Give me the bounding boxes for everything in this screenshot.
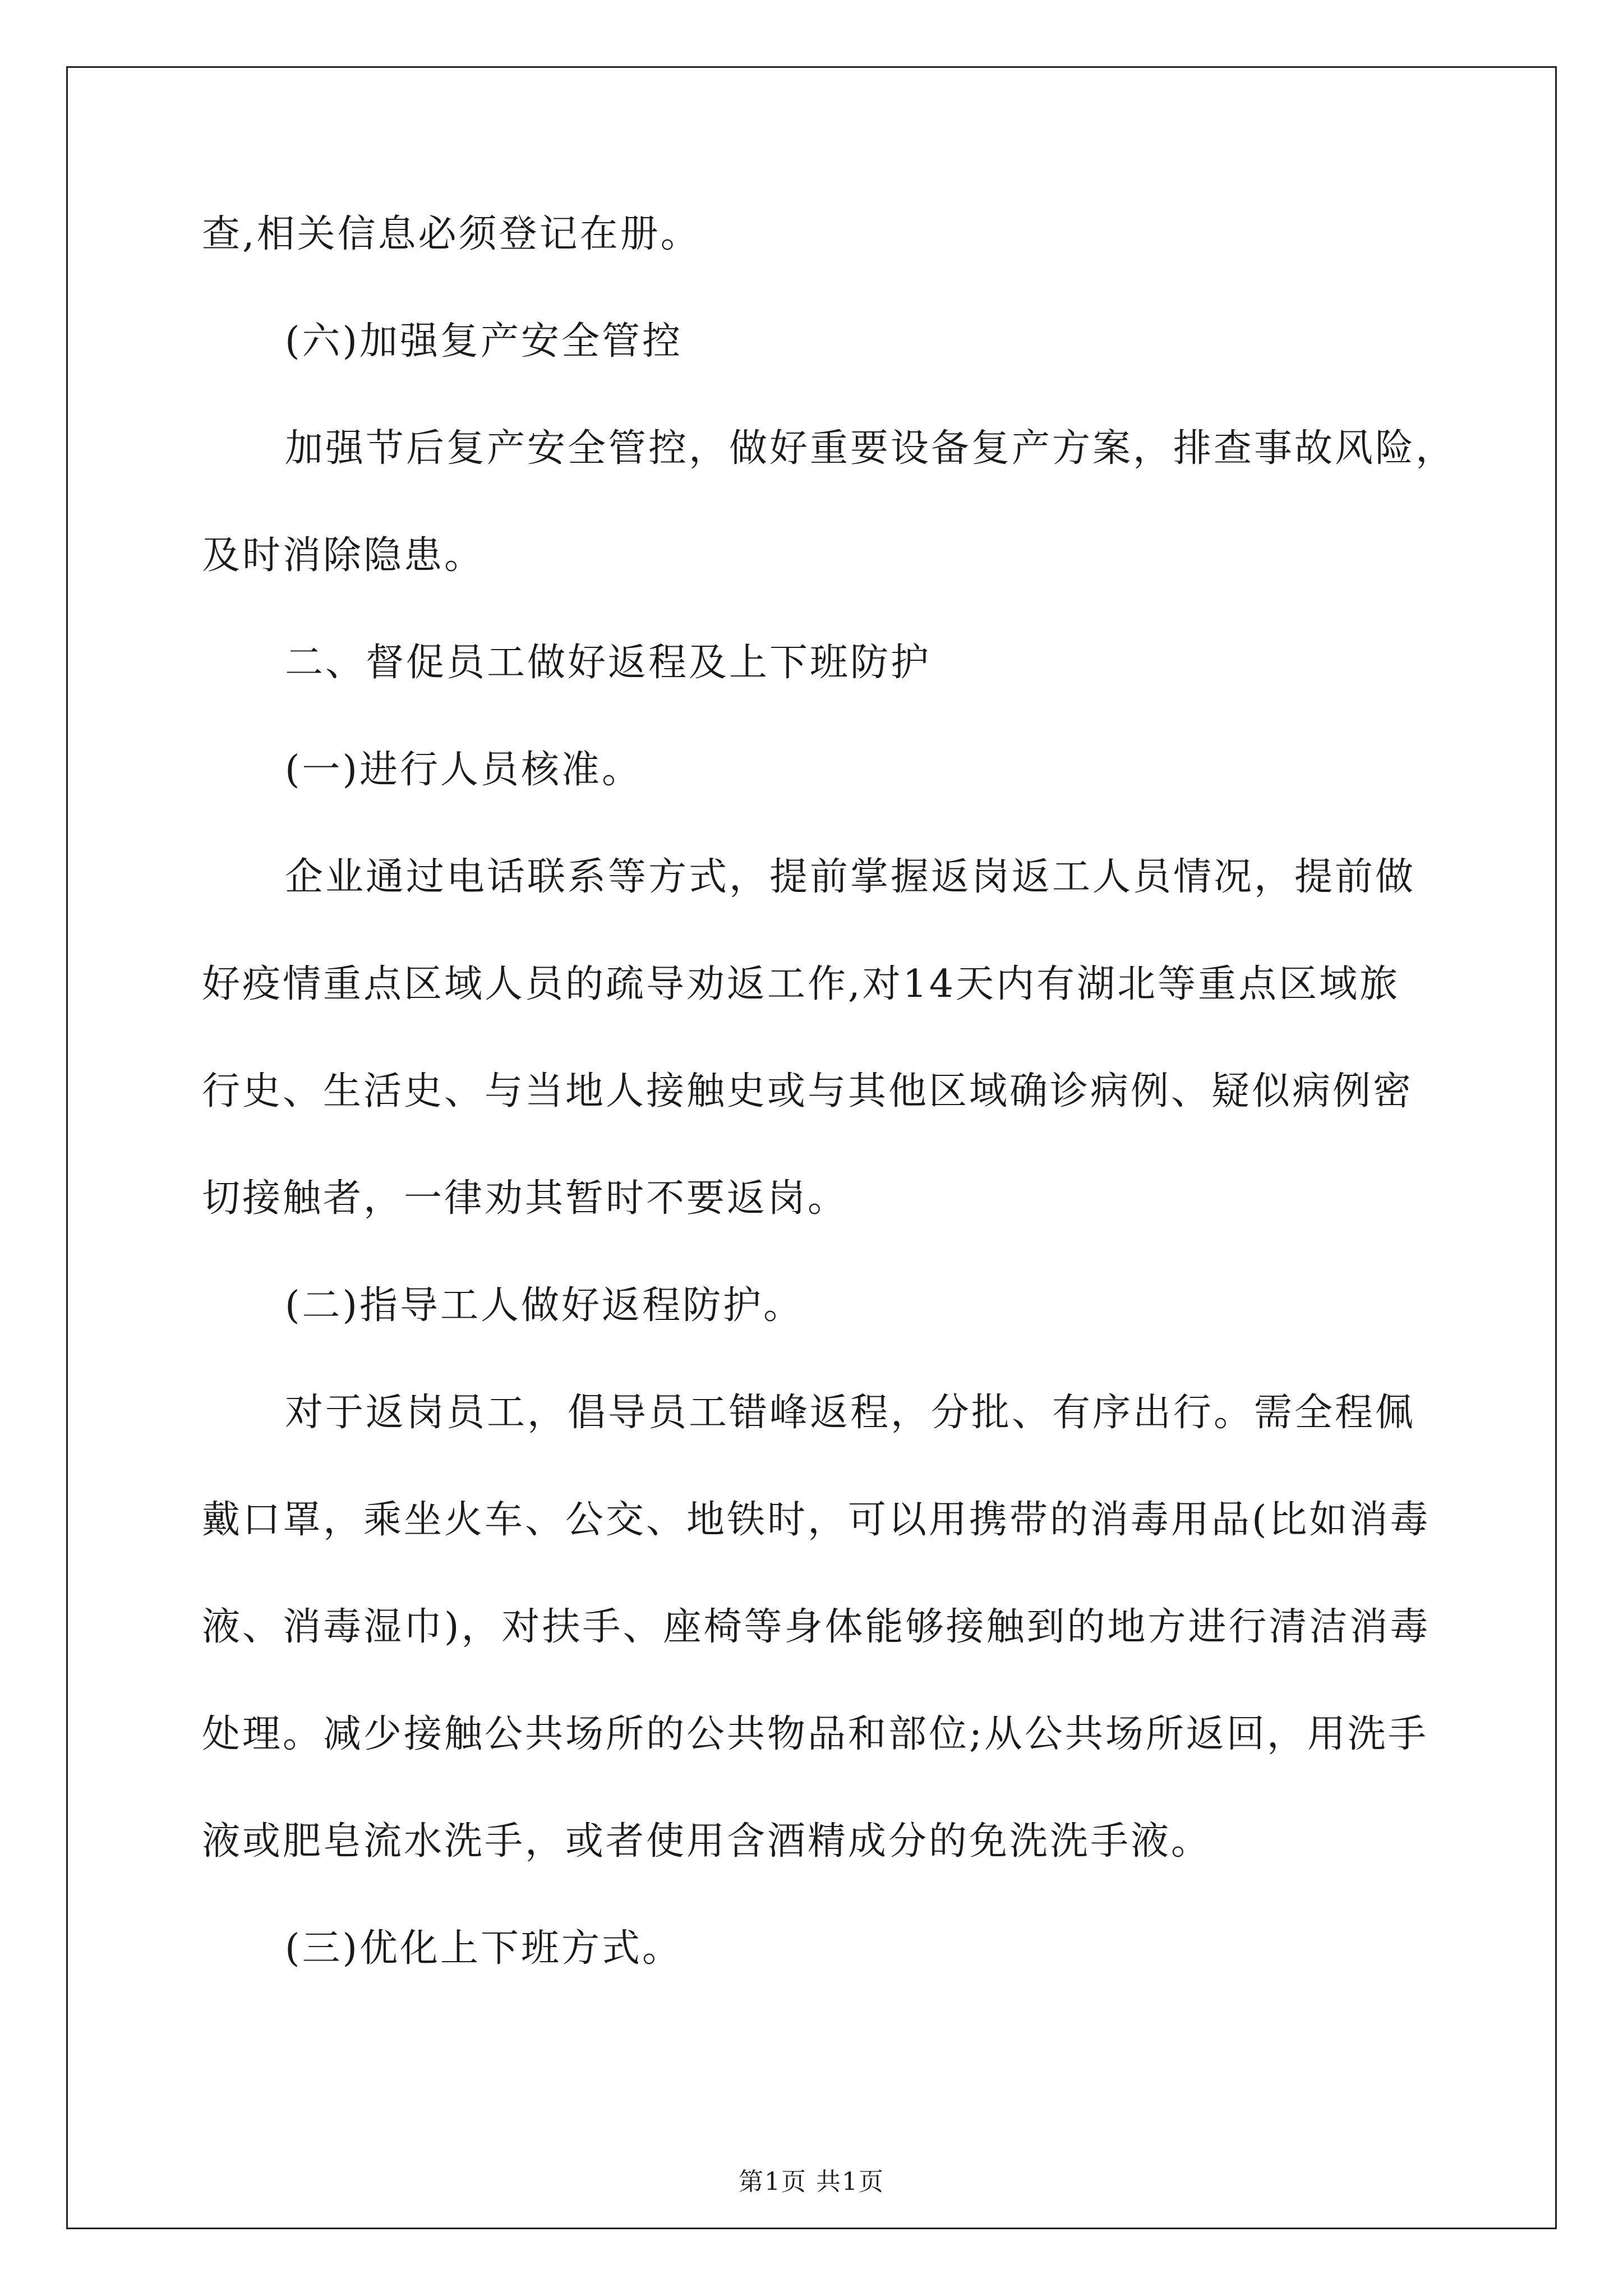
text-line: 液或肥皂流水洗手，或者使用含酒精成分的免洗洗手液。: [202, 1819, 1212, 1864]
page-footer: 第1页 共1页: [739, 2168, 884, 2196]
text-line: 查,相关信息必须登记在册。: [202, 212, 701, 256]
text-line: 切接触者，一律劝其暂时不要返岗。: [202, 1176, 849, 1221]
document-body: [202, 208, 1456, 1976]
text-line: 好疫情重点区域人员的疏导劝返工作,对14天内有湖北等重点区域旅: [202, 962, 1400, 1006]
section-heading: (二)指导工人做好返程防护。: [285, 1283, 804, 1328]
text-line: 加强节后复产安全管控，做好重要设备复产方案，排查事故风险，: [285, 426, 1456, 471]
text-line: 戴口罩，乘坐火车、公交、地铁时，可以用携带的消毒用品(比如消毒: [202, 1498, 1431, 1542]
text-line: 对于返岗员工，倡导员工错峰返程，分批、有序出行。需全程佩: [285, 1391, 1416, 1435]
section-heading: 二、督促员工做好返程及上下班防护: [285, 641, 932, 685]
section-heading: (三)优化上下班方式。: [285, 1926, 683, 1971]
section-heading: (一)进行人员核准。: [285, 748, 643, 792]
text-line: 液、消毒湿巾)，对扶手、座椅等身体能够接触到的地方进行清洁消毒: [202, 1605, 1431, 1649]
text-line: 行史、生活史、与当地人接触史或与其他区域确诊病例、疑似病例密: [202, 1069, 1414, 1114]
text-line: 企业通过电话联系等方式，提前掌握返岗返工人员情况，提前做: [285, 855, 1416, 899]
section-heading: (六)加强复产安全管控: [285, 319, 683, 364]
text-line: 处理。减少接触公共场所的公共物品和部位;从公共场所返回，用洗手: [202, 1712, 1428, 1756]
text-line: 及时消除隐患。: [202, 533, 485, 578]
